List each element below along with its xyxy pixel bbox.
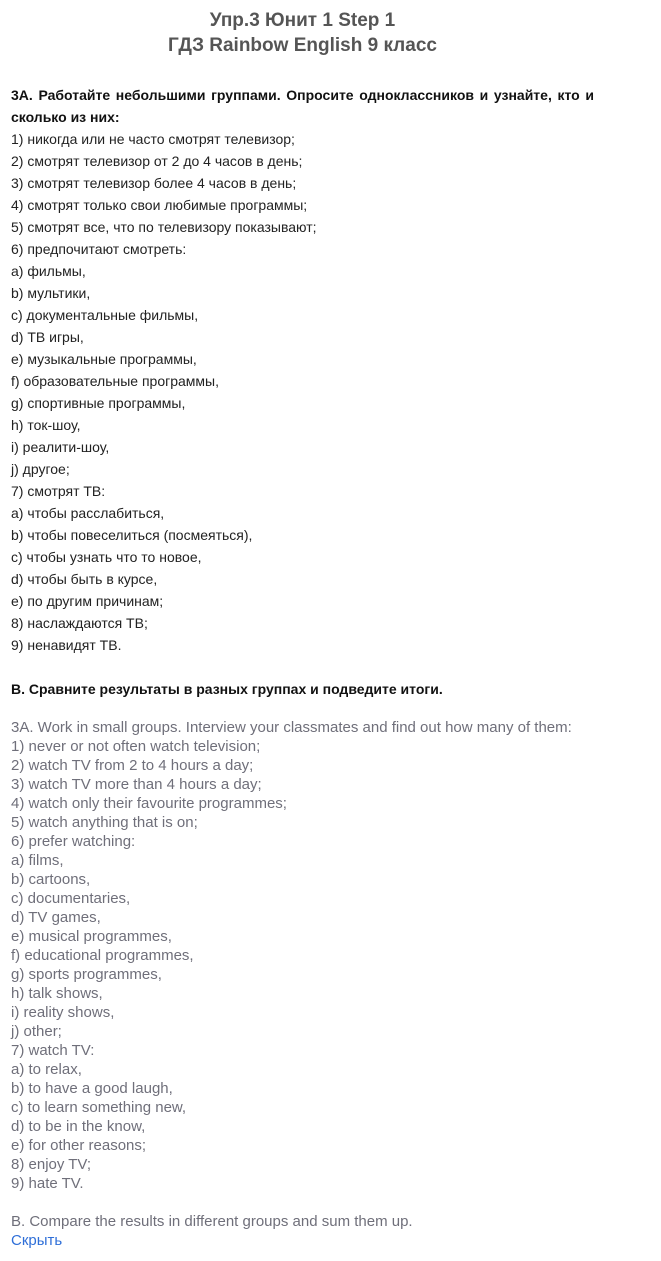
- russian-list-item: 8) наслаждаются ТВ;: [11, 615, 148, 631]
- page-content: [11, 8, 594, 1250]
- english-list-item: d) to be in the know,: [11, 1118, 146, 1135]
- russian-list-item: 4) смотрят только свои любимые программы;: [11, 197, 308, 213]
- russian-list-item: 3) смотрят телевизор более 4 часов в день;: [11, 175, 297, 191]
- english-list-item: f) educational programmes,: [11, 947, 194, 964]
- russian-list-item: 6) предпочитают смотреть:: [11, 241, 187, 257]
- russian-list-item: g) спортивные программы,: [11, 395, 186, 411]
- hide-link[interactable]: Скрыть: [11, 1232, 63, 1249]
- title-line-2: ГДЗ Rainbow English 9 класс: [168, 35, 437, 56]
- russian-list-item: d) ТВ игры,: [11, 329, 84, 345]
- english-list-item: d) TV games,: [11, 909, 101, 926]
- english-list-item: i) reality shows,: [11, 1004, 115, 1021]
- english-list-item: b) cartoons,: [11, 871, 91, 888]
- english-list-item: e) musical programmes,: [11, 928, 172, 945]
- russian-list-item: b) мультики,: [11, 285, 91, 301]
- english-list-item: 4) watch only their favourite programmes;: [11, 795, 287, 812]
- english-list-item: 9) hate TV.: [11, 1175, 84, 1192]
- russian-list-item: i) реалити-шоу,: [11, 439, 110, 455]
- russian-task-b: B. Сравните результаты в разных группах и подведите итоги.: [11, 681, 443, 697]
- title-line-1: Упр.3 Юнит 1 Step 1: [209, 10, 396, 31]
- russian-list-item: 7) смотрят ТВ:: [11, 483, 106, 499]
- russian-list-item: b) чтобы повеселиться (посмеяться),: [11, 527, 253, 543]
- russian-list-item: c) чтобы узнать что то новое,: [11, 549, 202, 565]
- russian-list-item: a) фильмы,: [11, 263, 86, 279]
- english-list-item: c) to learn something new,: [11, 1099, 187, 1116]
- russian-list-item: h) ток-шоу,: [11, 417, 81, 433]
- russian-list-item: e) по другим причинам;: [11, 593, 164, 609]
- english-list-item: 8) enjoy TV;: [11, 1156, 92, 1173]
- english-task-a-heading: 3A. Work in small groups. Interview your classmates and find out how many of them:: [11, 719, 572, 736]
- russian-list-item: j) другое;: [11, 461, 70, 477]
- english-list-item: g) sports programmes,: [11, 966, 162, 983]
- english-item-list: [11, 737, 594, 1193]
- english-list-item: a) films,: [11, 852, 64, 869]
- russian-list-item: c) документальные фильмы,: [11, 307, 199, 323]
- russian-list-item: e) музыкальные программы,: [11, 351, 197, 367]
- page-title: [11, 8, 594, 58]
- english-list-item: a) to relax,: [11, 1061, 82, 1078]
- russian-list-item: f) образовательные программы,: [11, 373, 220, 389]
- english-list-item: j) other;: [11, 1023, 62, 1040]
- english-list-item: c) documentaries,: [11, 890, 131, 907]
- russian-list-item: 9) ненавидят ТВ.: [11, 637, 122, 653]
- english-list-item: 5) watch anything that is on;: [11, 814, 198, 831]
- english-list-item: 3) watch TV more than 4 hours a day;: [11, 776, 262, 793]
- russian-list-item: 1) никогда или не часто смотрят телевизор;: [11, 131, 295, 147]
- russian-list-item: a) чтобы расслабиться,: [11, 505, 165, 521]
- english-list-item: h) talk shows,: [11, 985, 103, 1002]
- russian-item-list: [11, 128, 594, 656]
- russian-list-item: 5) смотрят все, что по телевизору показывают;: [11, 219, 317, 235]
- russian-list-item: 2) смотрят телевизор от 2 до 4 часов в день;: [11, 153, 303, 169]
- english-list-item: 6) prefer watching:: [11, 833, 136, 850]
- english-task-b: B. Compare the results in different groups and sum them up.: [11, 1213, 413, 1230]
- english-list-item: 1) never or not often watch television;: [11, 738, 261, 755]
- english-task-block: [11, 718, 594, 1250]
- english-list-item: 7) watch TV:: [11, 1042, 95, 1059]
- english-list-item: e) for other reasons;: [11, 1137, 147, 1154]
- russian-task-a-heading: 3А. Работайте небольшими группами. Опросите одноклассников и узнайте, кто и сколько из них:: [11, 87, 594, 125]
- russian-list-item: d) чтобы быть в курсе,: [11, 571, 158, 587]
- russian-task-block: [11, 84, 594, 700]
- english-list-item: 2) watch TV from 2 to 4 hours a day;: [11, 757, 254, 774]
- english-list-item: b) to have a good laugh,: [11, 1080, 173, 1097]
